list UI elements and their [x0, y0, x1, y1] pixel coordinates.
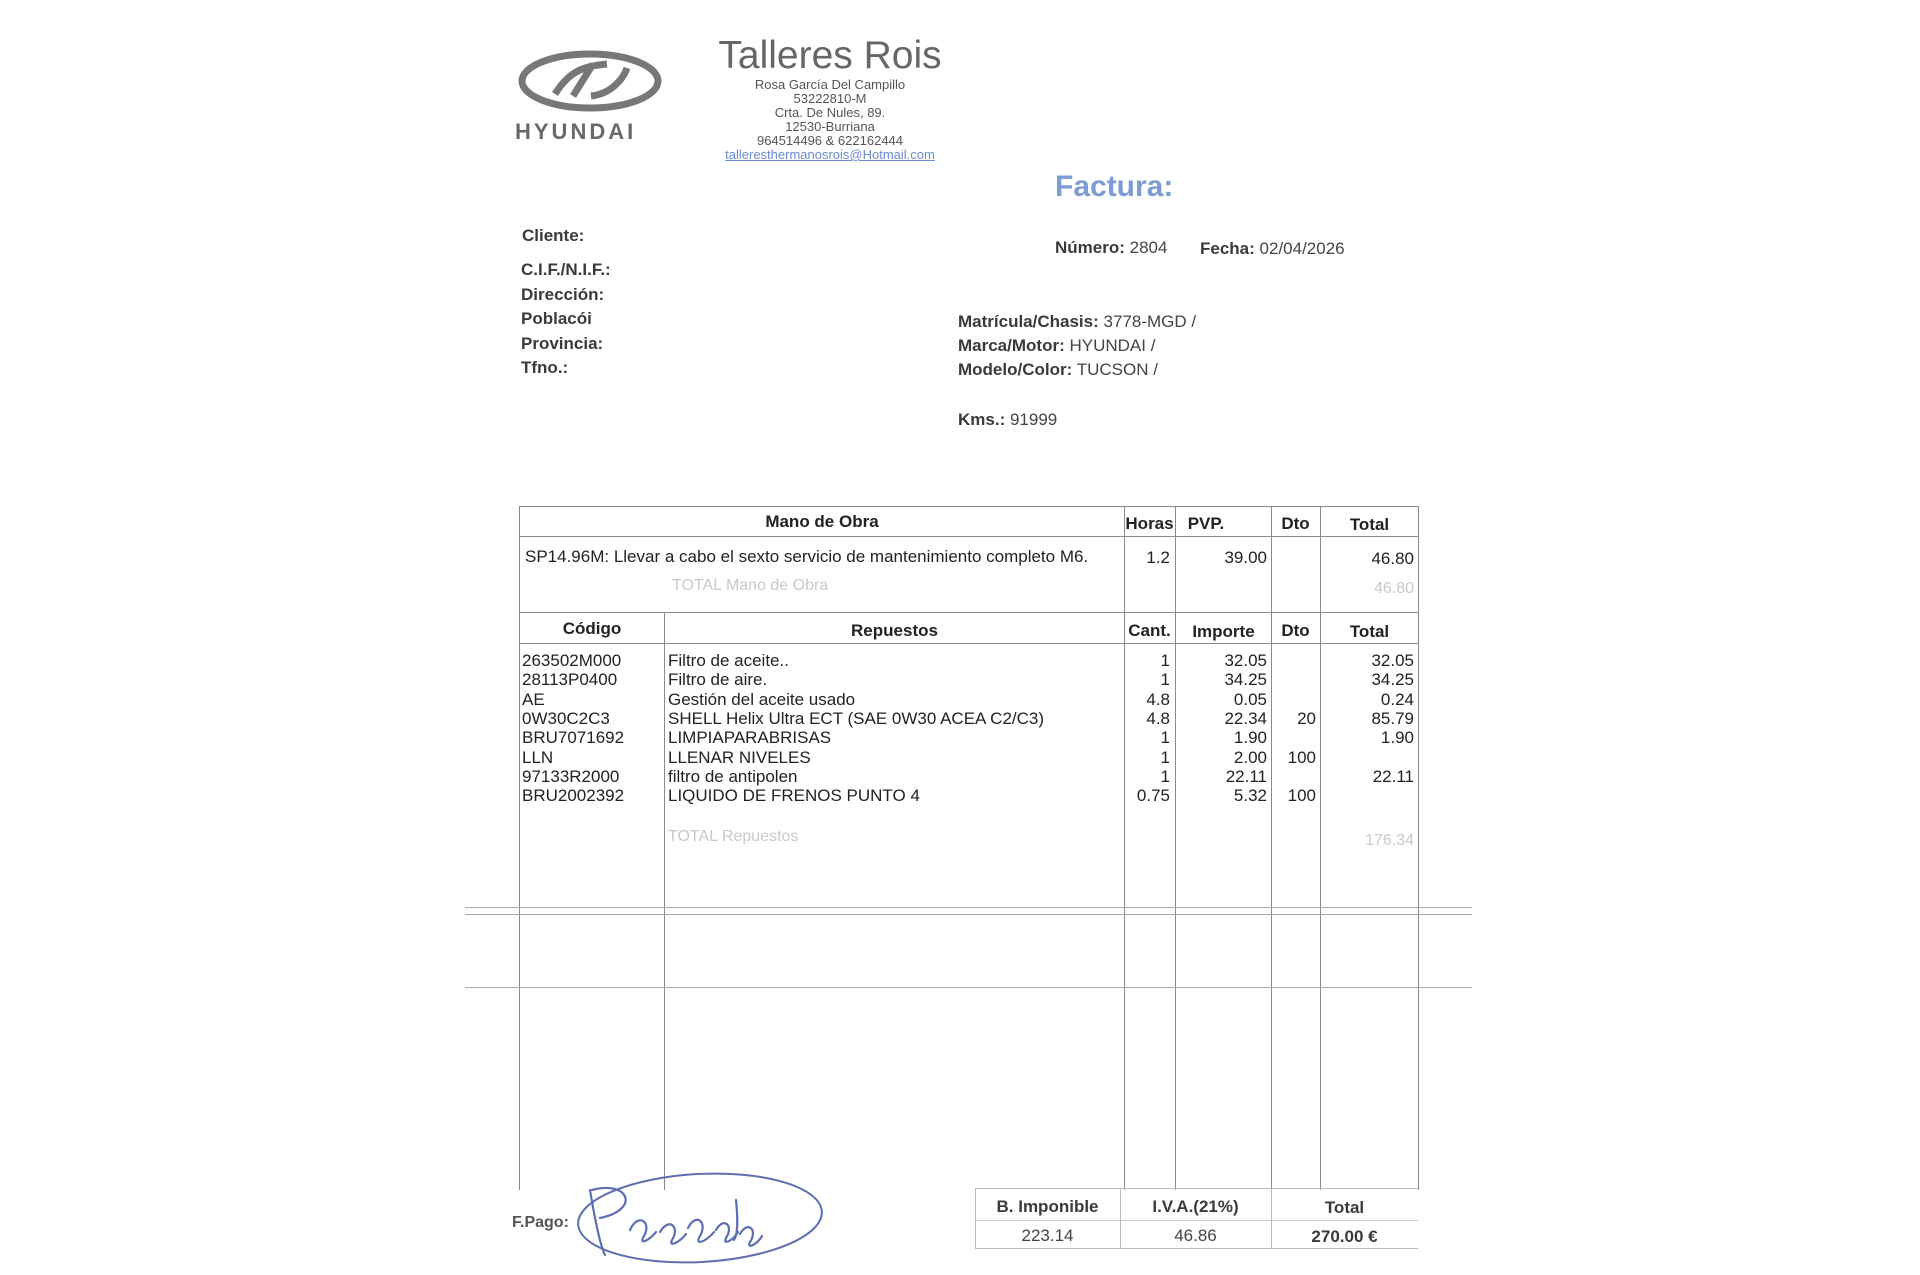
part-quantity: 1	[1160, 767, 1170, 786]
kms-label: Kms.:	[958, 410, 1006, 429]
parts-header-total: Total	[1349, 622, 1390, 641]
grand-total-value: 270.00 €	[1311, 1227, 1378, 1246]
matricula-line	[958, 312, 1196, 332]
parts-header-repuestos: Repuestos	[851, 621, 938, 640]
part-description: Gestión del aceite usado	[668, 690, 856, 709]
tfno-label: Tfno.:	[521, 358, 569, 377]
hyundai-wordmark: HYUNDAI	[515, 119, 637, 144]
base-label: B. Imponible	[996, 1197, 1099, 1216]
kms-value: 91999	[1009, 410, 1058, 429]
part-discount	[1271, 767, 1316, 786]
company-city: 12530-Burriana	[785, 119, 875, 134]
labor-total-label: TOTAL Mano de Obra	[672, 577, 829, 594]
modelo-line	[958, 360, 1158, 380]
part-discount	[1271, 690, 1316, 709]
part-discount	[1271, 728, 1316, 747]
kms-line	[958, 410, 1057, 430]
col-divider-pvp	[1175, 506, 1176, 1190]
part-code: 0W30C2C3	[522, 709, 610, 728]
invoice-date	[1200, 239, 1345, 259]
part-unit-price: 5.32	[1233, 786, 1267, 805]
col-divider-desc	[664, 612, 665, 1190]
signature-stamp	[560, 1160, 830, 1270]
part-code: BRU2002392	[522, 786, 625, 805]
part-description: Filtro de aire.	[668, 670, 768, 689]
modelo-value: TUCSON /	[1076, 360, 1158, 379]
company-email[interactable]: talleresthermanosrois@Hotmail.com	[725, 147, 935, 162]
part-unit-price: 32.05	[1224, 651, 1267, 670]
poblacion-label: Poblacói	[521, 309, 592, 328]
part-quantity: 1	[1160, 728, 1170, 747]
labor-row-desc: SP14.96M: Llevar a cabo el sexto servicio de mantenimiento completo M6.	[525, 547, 1089, 566]
labor-header-desc: Mano de Obra	[765, 512, 879, 531]
part-code: LLN	[522, 748, 554, 767]
labor-header-pvp: PVP.	[1187, 514, 1225, 533]
table-left-border	[519, 506, 520, 1190]
labor-row-horas: 1.2	[1146, 548, 1170, 567]
separator-line-2	[465, 914, 1472, 915]
part-description: Filtro de aceite..	[668, 651, 789, 670]
part-total: 32.05	[1371, 651, 1414, 670]
part-description: LLENAR NIVELES	[668, 748, 811, 767]
labor-header-border	[519, 536, 1418, 537]
labor-bottom-border	[519, 612, 1418, 613]
direccion-label: Dirección:	[521, 285, 605, 304]
part-total: 34.25	[1371, 670, 1414, 689]
invoice-title: Factura:	[1055, 170, 1174, 203]
part-quantity: 4.8	[1146, 709, 1170, 728]
part-quantity: 0.75	[1136, 786, 1170, 805]
matricula-value: 3778-MGD /	[1103, 312, 1197, 331]
marca-line	[958, 336, 1155, 356]
part-unit-price: 34.25	[1224, 670, 1267, 689]
part-code: 28113P0400	[522, 670, 618, 689]
invoice-date-value: 02/04/2026	[1259, 239, 1345, 258]
company-header	[700, 34, 960, 162]
hyundai-emblem-icon	[515, 50, 665, 112]
hyundai-logo	[515, 50, 665, 144]
provincia-label: Provincia:	[521, 334, 604, 353]
totals-bottom-border	[975, 1248, 1418, 1249]
part-discount: 100	[1287, 748, 1316, 767]
invoice-date-label: Fecha:	[1200, 239, 1255, 258]
parts-header-importe: Importe	[1192, 622, 1255, 641]
table-top-border	[519, 506, 1418, 507]
part-total: 0.24	[1380, 690, 1414, 709]
part-unit-price: 0.05	[1233, 690, 1267, 709]
marca-value: HYUNDAI /	[1069, 336, 1156, 355]
part-unit-price: 2.00	[1233, 748, 1267, 767]
invoice-number-label: Número:	[1055, 238, 1125, 257]
part-description: LIMPIAPARABRISAS	[668, 728, 832, 747]
part-discount: 20	[1297, 709, 1316, 728]
parts-header-border	[519, 643, 1418, 644]
invoice-number	[1055, 238, 1167, 258]
part-code: BRU7071692	[522, 728, 625, 747]
part-code: 97133R2000	[522, 767, 620, 786]
invoice-number-value: 2804	[1129, 238, 1168, 257]
part-description: LIQUIDO DE FRENOS PUNTO 4	[668, 786, 920, 805]
part-discount	[1271, 651, 1316, 670]
parts-header-cant: Cant.	[1128, 621, 1171, 640]
grand-total-label: Total	[1324, 1198, 1365, 1217]
part-quantity: 1	[1160, 651, 1170, 670]
totals-mid-border	[975, 1220, 1418, 1221]
parts-total-label: TOTAL Repuestos	[668, 828, 799, 845]
parts-header-dto: Dto	[1281, 621, 1310, 640]
part-quantity: 4.8	[1146, 690, 1170, 709]
part-description: filtro de antipolen	[668, 767, 798, 786]
part-discount: 100	[1287, 786, 1316, 805]
iva-label: I.V.A.(21%)	[1152, 1197, 1239, 1216]
payment-label: F.Pago:	[512, 1214, 569, 1231]
part-code: 263502M000	[522, 651, 622, 670]
labor-row-pvp: 39.00	[1224, 548, 1267, 567]
client-label: Cliente:	[522, 226, 585, 245]
part-code: AE	[522, 690, 545, 709]
signature-drawing	[560, 1160, 830, 1270]
company-owner: Rosa García Del Campillo	[754, 77, 906, 92]
matricula-label: Matrícula/Chasis:	[958, 312, 1099, 331]
part-total	[1321, 748, 1414, 767]
company-address: Crta. De Nules, 89.	[774, 105, 886, 120]
separator-line-1	[465, 907, 1472, 908]
parts-header-codigo: Código	[562, 619, 622, 638]
labor-header-horas: Horas	[1125, 514, 1174, 533]
part-unit-price: 1.90	[1233, 728, 1267, 747]
cif-label: C.I.F./N.I.F.:	[521, 260, 611, 279]
company-phones: 964514496 & 622162444	[756, 133, 904, 148]
labor-header-total: Total	[1349, 515, 1390, 534]
part-total: 1.90	[1380, 728, 1414, 747]
modelo-label: Modelo/Color:	[958, 360, 1073, 379]
part-unit-price: 22.34	[1224, 709, 1267, 728]
part-total: 22.11	[1372, 767, 1414, 786]
company-nif: 53222810-M	[793, 91, 867, 106]
totals-top-border	[975, 1188, 1418, 1189]
base-value: 223.14	[1021, 1226, 1074, 1245]
part-total: 85.79	[1371, 709, 1414, 728]
part-quantity: 1	[1160, 748, 1170, 767]
col-divider-horas	[1124, 506, 1125, 1190]
part-quantity: 1	[1160, 670, 1170, 689]
part-unit-price: 22.11	[1225, 767, 1267, 786]
col-divider-importe	[1271, 506, 1272, 1190]
marca-label: Marca/Motor:	[958, 336, 1065, 355]
table-right-border	[1418, 506, 1419, 1190]
part-description: SHELL Helix Ultra ECT (SAE 0W30 ACEA C2/C3)	[668, 709, 1045, 728]
labor-row-total: 46.80	[1371, 549, 1414, 568]
part-discount	[1271, 670, 1316, 689]
iva-value: 46.86	[1174, 1226, 1217, 1245]
part-total	[1321, 786, 1414, 805]
separator-line-3	[465, 987, 1472, 988]
labor-header-dto: Dto	[1281, 514, 1310, 533]
labor-total-value: 46.80	[1373, 580, 1414, 597]
company-name: Talleres Rois	[718, 34, 942, 77]
parts-total-value: 176.34	[1365, 832, 1414, 849]
